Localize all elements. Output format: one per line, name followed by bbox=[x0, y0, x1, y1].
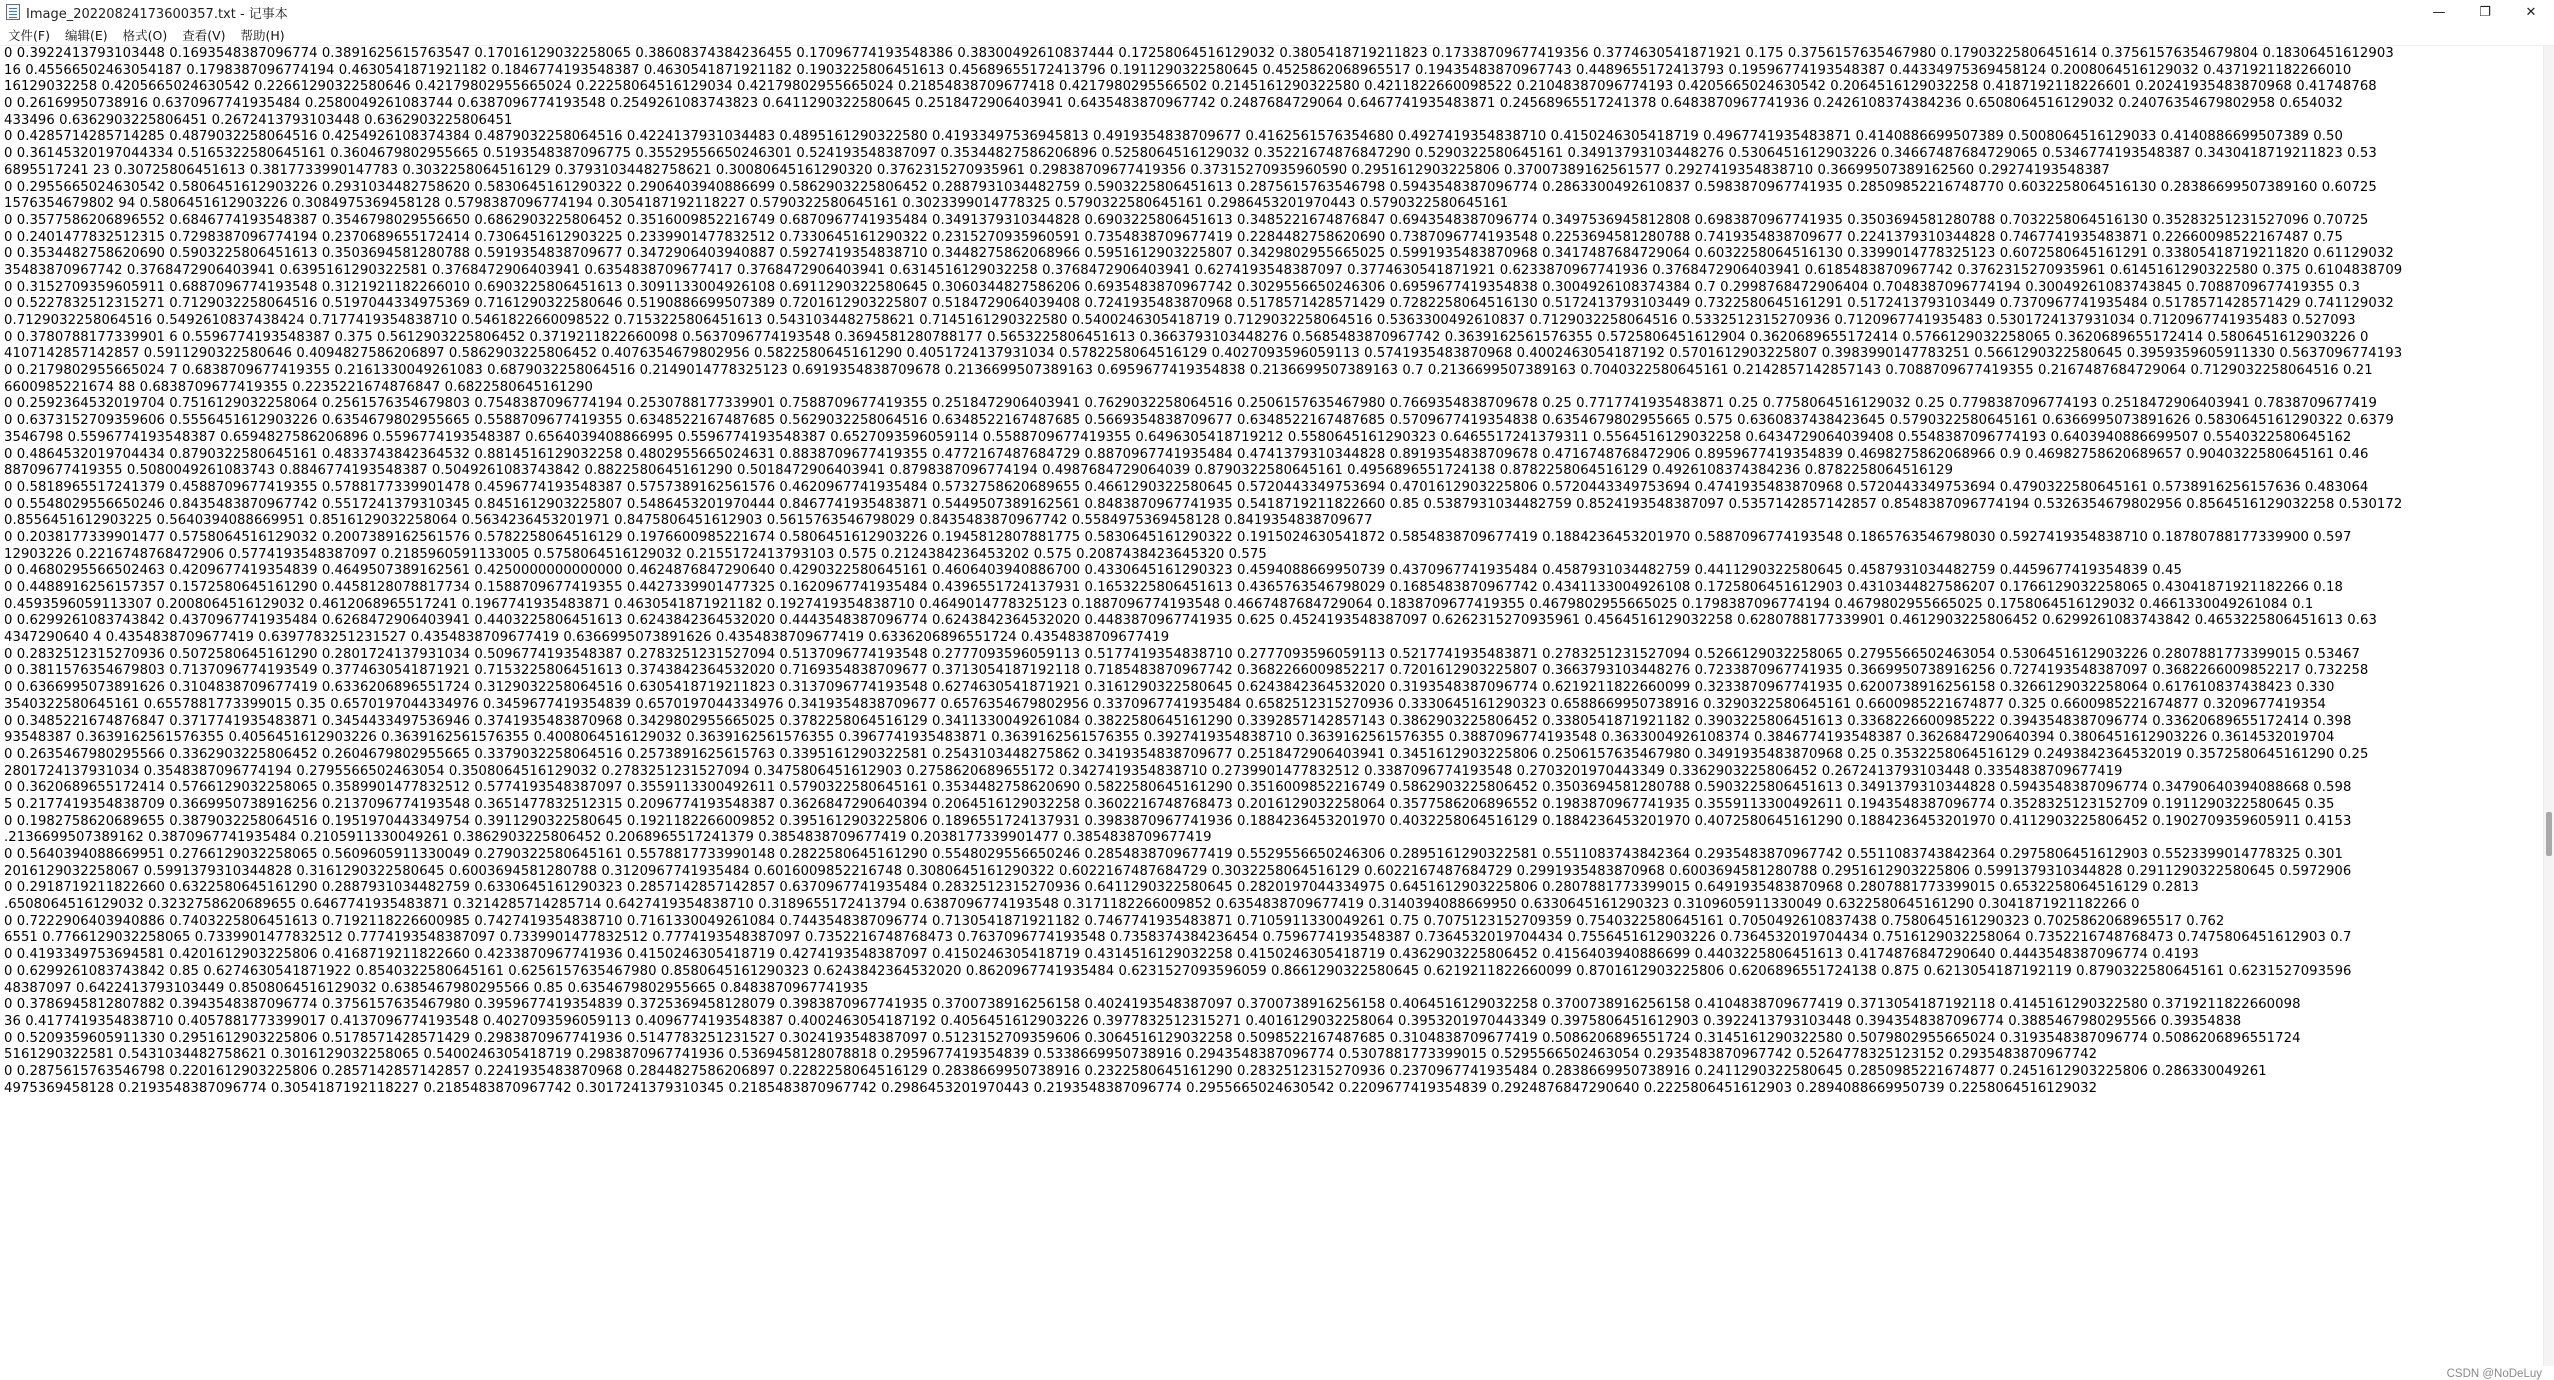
minimize-button[interactable]: — bbox=[2432, 4, 2446, 20]
text-line: 0.4593596059113307 0.2008064516129032 0.4612068965517241 0.1967741935483871 0.4630541871921182 0.1927419354838710 0.4649014778325123 0.1887096774193548 0.4667487684729064 0.1838709677419355 0.4679802955665025 0.1798387096774194 0.4679802955665025 0.1758064516129032 0.4661330049261084 0.1 bbox=[4, 596, 2314, 612]
menu-bar bbox=[0, 24, 2554, 46]
window-title: Image_20220824173600357.txt - 记事本 bbox=[26, 6, 288, 22]
text-line: 0 0.2401477832512315 0.7298387096774194 0.2370689655172414 0.7306451612903225 0.2339901477832512 0.7330645161290322 0.2315270935960591 0.7354838709677419 0.2284482758620690 0.7387096774193548 0.2253694581280788 0.7419354838709677 0.2241379310344828 0.7467741935483871 0.22660098522167487 0.75 bbox=[4, 229, 2343, 245]
text-line: 93548387 0.3639162561576355 0.4056451612903226 0.3639162561576355 0.4008064516129032 0.3639162561576355 0.3967741935483871 0.3639162561576355 0.3927419354838710 0.3639162561576355 0.3887096774193548 0.3633004926108374 0.3846774193548387 0.3626847290640394 0.3806451612903226 0.3614532019704 bbox=[4, 730, 2335, 746]
text-line: 5 0.2177419354838709 0.3669950738916256 0.2137096774193548 0.3651477832512315 0.2096774193548387 0.3626847290640394 0.2064516129032258 0.3602216748768473 0.2016129032258064 0.3577586206896552 0.1983870967741935 0.3559113300492611 0.1943548387096774 0.3528325123152709 0.1911290322580645 0.35 bbox=[4, 796, 2335, 812]
text-line: 35483870967742 0.3768472906403941 0.6395161290322581 0.3768472906403941 0.6354838709677417 0.3768472906403941 0.6314516129032258 0.3768472906403941 0.6274193548387097 0.3774630541871921 0.6233870967741936 0.3768472906403941 0.6185483870967742 0.3762315270935961 0.6145161290322580 0.375 0.6104838709 bbox=[4, 262, 2403, 278]
text-line: 0 0.3534482758620690 0.5903225806451613 0.3503694581280788 0.5919354838709677 0.3472906403940887 0.5927419354838710 0.3448275862068966 0.5951612903225807 0.3429802955665025 0.5991935483870968 0.3417487684729064 0.6032258064516130 0.3399014778325123 0.6072580645161291 0.33805418719211820 0.61129032 bbox=[4, 246, 2394, 262]
text-line: 6600985221674 88 0.6838709677419355 0.2235221674876847 0.6822580645161290 bbox=[4, 379, 593, 395]
text-line: .6508064516129032 0.3232758620689655 0.6467741935483871 0.3214285714285714 0.6427419354838710 0.3189655172413794 0.6387096774193548 0.3171182266009852 0.6354838709677419 0.3140394088669950 0.6330645161290323 0.3109605911330049 0.6322580645161290 0.3041871921182266 0 bbox=[4, 897, 2140, 913]
text-line: 4107142857142857 0.5911290322580646 0.4094827586206897 0.5862903225806452 0.4076354679802956 0.5822580645161290 0.4051724137931034 0.5782258064516129 0.4027093596059113 0.5741935483870968 0.4002463054187192 0.5701612903225807 0.3983990147783251 0.5661290322580645 0.3959359605911330 0.5637096774193 bbox=[4, 346, 2403, 362]
text-line: 0 0.5818965517241379 0.4588709677419355 0.5788177339901478 0.4596774193548387 0.5757389162561576 0.4620967741935484 0.5732758620689655 0.4661290322580645 0.5720443349753694 0.4701612903225806 0.5720443349753694 0.4741935483870968 0.5720443349753694 0.4790322580645161 0.5738916256157636 0.483064 bbox=[4, 479, 2369, 495]
title-bar bbox=[0, 0, 2554, 25]
text-line: 433496 0.6362903225806451 0.2672413793103448 0.6362903225806451 bbox=[4, 112, 513, 128]
text-line: 0 0.3780788177339901 6 0.5596774193548387 0.375 0.5612903225806452 0.3719211822660098 0.5637096774193548 0.3694581280788177 0.5653225806451613 0.3663793103448276 0.5685483870967742 0.3639162561576355 0.5725806451612904 0.3620689655172414 0.5766129032258065 0.3620689655172414 0.5806451612903226 0 bbox=[4, 329, 2369, 345]
text-line: 48387097 0.6422413793103449 0.8508064516129032 0.6385467980295566 0.85 0.6354679802955665 0.8483870967741935 bbox=[4, 980, 869, 996]
text-line: 88709677419355 0.5080049261083743 0.8846774193548387 0.5049261083743842 0.8822580645161290 0.5018472906403941 0.8798387096774194 0.4987684729064039 0.8790322580645161 0.4956896551724138 0.8782258064516129 0.4926108374384236 0.8782258064516129 bbox=[4, 463, 1954, 479]
text-line: 2801724137931034 0.3548387096774194 0.2795566502463054 0.3508064516129032 0.2783251231527094 0.3475806451612903 0.2758620689655172 0.3427419354838710 0.2739901477832512 0.3387096774193548 0.2703201970443349 0.3362903225806452 0.2672413793103448 0.3354838709677419 bbox=[4, 763, 2123, 779]
scrollbar-thumb[interactable] bbox=[2546, 812, 2552, 856]
menu-file[interactable]: 文件(F) bbox=[8, 27, 50, 43]
text-line: 0 0.36145320197044334 0.5165322580645161 0.3604679802955665 0.5193548387096775 0.35529556650246301 0.524193548387097 0.35344827586206896 0.5258064516129032 0.35221674876847290 0.5290322580645161 0.34913793103448276 0.5306451612903226 0.34667487684729065 0.5346774193548387 0.3430418719211823 0.53 bbox=[4, 146, 2377, 162]
text-line: 3546798 0.5596774193548387 0.6594827586206896 0.5596774193548387 0.6564039408866995 0.5596774193548387 0.6527093596059114 0.5588709677419355 0.6496305418719212 0.5580645161290323 0.6465517241379311 0.5564516129032258 0.6434729064039408 0.5548387096774193 0.6403940886699507 0.5540322580645162 bbox=[4, 429, 2352, 445]
text-line: 0 0.5227832512315271 0.7129032258064516 0.5197044334975369 0.7161290322580646 0.5190886699507389 0.7201612903225807 0.5184729064039408 0.7241935483870968 0.5178571428571429 0.7282258064516130 0.5172413793103449 0.7322580645161291 0.5172413793103449 0.7370967741935484 0.5178571428571429 0.741129032 bbox=[4, 296, 2394, 312]
text-line: 0 0.3786945812807882 0.3943548387096774 0.3756157635467980 0.3959677419354839 0.3725369458128079 0.3983870967741935 0.3700738916256158 0.4024193548387097 0.3700738916256158 0.4064516129032258 0.3700738916256158 0.4104838709677419 0.3713054187192118 0.4145161290322580 0.3719211822660098 bbox=[4, 997, 2301, 1013]
text-line: 0 0.2635467980295566 0.3362903225806452 0.2604679802955665 0.3379032258064516 0.2573891625615763 0.3395161290322581 0.2543103448275862 0.3419354838709677 0.2518472906403941 0.3451612903225806 0.2506157635467980 0.3491935483870968 0.25 0.3532258064516129 0.2493842364532019 0.3572580645161290 0.25 bbox=[4, 746, 2369, 762]
watermark-text: CSDN @NoDeLuy bbox=[2446, 1368, 2542, 1380]
menu-format[interactable]: 格式(O) bbox=[122, 27, 168, 43]
text-line: 4975369458128 0.2193548387096774 0.3054187192118227 0.2185483870967742 0.3017241379310345 0.2185483870967742 0.2986453201970443 0.2193548387096774 0.2955665024630542 0.2209677419354839 0.2924876847290640 0.2225806451612903 0.2894088669950739 0.2258064516129032 bbox=[4, 1080, 2098, 1096]
menu-view[interactable]: 查看(V) bbox=[182, 27, 226, 43]
text-line: 0 0.4864532019704434 0.8790322580645161 0.4833743842364532 0.8814516129032258 0.4802955665024631 0.8838709677419355 0.4772167487684729 0.8870967741935484 0.4741379310344828 0.8919354838709678 0.4716748768472906 0.8959677419354839 0.4698275862068966 0.9 0.46982758620689657 0.9040322580645161 0.46 bbox=[4, 446, 2369, 462]
text-line: 0 0.26169950738916 0.6370967741935484 0.2580049261083744 0.6387096774193548 0.2549261083743823 0.6411290322580645 0.2518472906403941 0.6435483870967742 0.2487684729064 0.6467741935483871 0.24568965517241378 0.6483870967741936 0.2426108374384236 0.6508064516129032 0.24076354679802958 0.654032 bbox=[4, 96, 2343, 112]
window-controls bbox=[2416, 0, 2554, 24]
text-line: 0 0.4488916256157357 0.1572580645161290 0.4458128078817734 0.1588709677419355 0.4427339901477325 0.1620967741935484 0.4396551724137931 0.1653225806451613 0.4365763546798029 0.1685483870967742 0.4341133004926108 0.1725806451612903 0.4310344827586207 0.1766129032258065 0.43041871921182266 0.18 bbox=[4, 580, 2343, 595]
text-line: 0 0.7222906403940886 0.7403225806451613 0.7192118226600985 0.7427419354838710 0.7161330049261084 0.7443548387096774 0.7130541871921182 0.7467741935483871 0.7105911330049261 0.75 0.7075123152709359 0.7540322580645161 0.7050492610837438 0.7580645161290323 0.7025862068965517 0.762 bbox=[4, 913, 2225, 929]
text-content[interactable] bbox=[0, 46, 2543, 1097]
text-line: 0 0.3620689655172414 0.5766129032258065 0.3589901477832512 0.5774193548387097 0.3559113300492611 0.5790322580645161 0.3534482758620690 0.5822580645161290 0.3516009852216749 0.5862903225806452 0.3503694581280788 0.5903225806451613 0.3491379310344828 0.5943548387096774 0.34790640394088668 0.598 bbox=[4, 780, 2352, 796]
text-line: 0 0.6366995073891626 0.3104838709677419 0.6336206896551724 0.3129032258064516 0.6305418719211823 0.3137096774193548 0.6274630541871921 0.3161290322580645 0.6243842364532020 0.3193548387096774 0.6219211822660099 0.3233870967741935 0.6200738916256158 0.3266129032258064 0.617610837438423 0.330 bbox=[4, 680, 2335, 696]
text-line: 0 0.2592364532019704 0.7516129032258064 0.2561576354679803 0.7548387096774194 0.2530788177339901 0.7588709677419355 0.2518472906403941 0.7629032258064516 0.2506157635467980 0.7669354838709678 0.25 0.7717741935483871 0.25 0.7758064516129032 0.25 0.7798387096774193 0.2518472906403941 0.7838709677419 bbox=[4, 396, 2378, 412]
text-line: 0 0.5548029556650246 0.8435483870967742 0.5517241379310345 0.8451612903225807 0.5486453201970444 0.8467741935483871 0.5449507389162561 0.8483870967741935 0.5418719211822660 0.85 0.5387931034482759 0.8524193548387097 0.5357142857142857 0.8548387096774194 0.5326354679802956 0.8564516129032258 0.530172 bbox=[4, 496, 2403, 512]
text-line: 16 0.45566502463054187 0.1798387096774194 0.4630541871921182 0.1846774193548387 0.4630541871921182 0.1903225806451613 0.45689655172413796 0.1911290322580645 0.4525862068965517 0.19435483870967743 0.4489655172413793 0.19596774193548387 0.44334975369458124 0.2008064516129032 0.4371921182266010 bbox=[4, 62, 2352, 78]
vertical-scrollbar[interactable] bbox=[2543, 46, 2554, 1366]
notepad-app-icon bbox=[6, 4, 20, 20]
text-line: 0 0.1982758620689655 0.3879032258064516 0.1951970443349754 0.3911290322580645 0.1921182266009852 0.3951612903225806 0.1896551724137931 0.3983870967741936 0.1884236453201970 0.4032258064516129 0.1884236453201970 0.4072580645161290 0.1884236453201970 0.4112903225806452 0.1902709359605911 0.4153 bbox=[4, 813, 2352, 829]
menu-edit[interactable]: 编辑(E) bbox=[64, 27, 108, 43]
text-line: 36 0.4177419354838710 0.4057881773399017 0.4137096774193548 0.4027093596059113 0.4096774193548387 0.4002463054187192 0.4056451612903226 0.3977832512315271 0.4016129032258064 0.3953201970443349 0.3975806451612903 0.3922413793103448 0.3943548387096774 0.3885467980295566 0.39354838 bbox=[4, 1013, 2242, 1029]
text-line: 12903226 0.2216748768472906 0.5774193548387097 0.2185960591133005 0.5758064516129032 0.2155172413793103 0.575 0.2124384236453202 0.575 0.2087438423645320 0.575 bbox=[4, 546, 1267, 562]
text-line: 0 0.2918719211822660 0.6322580645161290 0.2887931034482759 0.6330645161290323 0.2857142857142857 0.6370967741935484 0.2832512315270936 0.6411290322580645 0.2820197044334975 0.6451612903225806 0.2807881773399015 0.6491935483870968 0.2807881773399015 0.6532258064516129 0.2813 bbox=[4, 880, 2199, 896]
text-line: 0 0.2955665024630542 0.5806451612903226 0.2931034482758620 0.5830645161290322 0.2906403940886699 0.5862903225806452 0.2887931034482759 0.5903225806451613 0.2875615763546798 0.5943548387096774 0.2863300492610837 0.5983870967741935 0.28509852216748770 0.6032258064516130 0.28386699507389160 0.60725 bbox=[4, 179, 2377, 195]
text-line: 1576354679802 94 0.5806451612903226 0.3084975369458128 0.5798387096774194 0.3054187192118227 0.5790322580645161 0.3023399014778325 0.5790322580645161 0.2986453201970443 0.5790322580645161 bbox=[4, 196, 1509, 212]
text-line: 0 0.3152709359605911 0.6887096774193548 0.3121921182266010 0.6903225806451613 0.3091133004926108 0.6911290322580645 0.3060344827586206 0.6935483870967742 0.3029556650246306 0.6959677419354838 0.3004926108374384 0.7 0.2998768472906404 0.7048387096774194 0.30049261083743845 0.7088709677419355 0.3 bbox=[4, 279, 2360, 295]
text-line: 0 0.5640394088669951 0.2766129032258065 0.5609605911330049 0.2790322580645161 0.5578817733990148 0.2822580645161290 0.5548029556650246 0.2854838709677419 0.5529556650246306 0.2895161290322581 0.5511083743842364 0.2935483870967742 0.5511083743842364 0.2975806451612903 0.5523399014778325 0.301 bbox=[4, 847, 2343, 862]
text-line: 0 0.4193349753694581 0.4201612903225806 0.4168719211822660 0.4233870967741936 0.4150246305418719 0.4274193548387097 0.4150246305418719 0.4314516129032258 0.4150246305418719 0.4362903225806452 0.4156403940886699 0.4403225806451613 0.4174876847290640 0.4443548387096774 0.4193 bbox=[4, 947, 2199, 963]
text-line: 0 0.3922413793103448 0.1693548387096774 0.3891625615763547 0.17016129032258065 0.38608374384236455 0.17096774193548386 0.38300492610837444 0.17258064516129032 0.3805418719211823 0.17338709677419356 0.3774630541871921 0.175 0.3756157635467980 0.17903225806451614 0.37561576354679804 0.18306451612903 bbox=[4, 46, 2394, 61]
close-button[interactable]: ✕ bbox=[2525, 4, 2537, 20]
text-line: 16129032258 0.4205665024630542 0.22661290322580646 0.42179802955665024 0.22258064516129034 0.42179802955665024 0.21854838709677418 0.4217980295566502 0.2145161290322580 0.4211822660098522 0.21048387096774193 0.4205665024630542 0.2064516129032258 0.4187192118226601 0.20241935483870968 0.41748768 bbox=[4, 79, 2377, 95]
text-line: .2136699507389162 0.3870967741935484 0.2105911330049261 0.3862903225806452 0.2068965517241379 0.3854838709677419 0.2038177339901477 0.3854838709677419 bbox=[4, 830, 1212, 846]
text-line: 0 0.6299261083743842 0.85 0.6274630541871922 0.8540322580645161 0.6256157635467980 0.8580645161290323 0.6243842364532020 0.8620967741935484 0.6231527093596059 0.8661290322580645 0.6219211822660099 0.8701612903225806 0.6206896551724138 0.875 0.6213054187192119 0.8790322580645161 0.6231527093596 bbox=[4, 963, 2352, 979]
text-line: 4347290640 4 0.4354838709677419 0.6397783251231527 0.4354838709677419 0.6366995073891626 0.4354838709677419 0.6336206896551724 0.4354838709677419 bbox=[4, 630, 1170, 646]
text-line: 0 0.3577586206896552 0.6846774193548387 0.3546798029556650 0.6862903225806452 0.3516009852216749 0.6870967741935484 0.3491379310344828 0.6903225806451613 0.3485221674876847 0.6943548387096774 0.3497536945812808 0.6983870967741935 0.3503694581280788 0.7032258064516130 0.35283251231527096 0.70725 bbox=[4, 212, 2369, 228]
maximize-button[interactable]: ❐ bbox=[2479, 4, 2491, 20]
text-line: 0 0.4285714285714285 0.4879032258064516 0.4254926108374384 0.4879032258064516 0.4224137931034483 0.4895161290322580 0.41933497536945813 0.4919354838709677 0.4162561576354680 0.4927419354838710 0.4150246305418719 0.4967741935483871 0.4140886699507389 0.5008064516129033 0.4140886699507389 0.50 bbox=[4, 129, 2343, 145]
status-bar bbox=[0, 1366, 2554, 1380]
text-editor-area[interactable] bbox=[0, 46, 2543, 1366]
text-line: 0.8556451612903225 0.5640394088669951 0.8516129032258064 0.5634236453201971 0.8475806451612903 0.5615763546798029 0.8435483870967742 0.5584975369458128 0.8419354838709677 bbox=[4, 513, 1373, 529]
text-line: 5161290322581 0.5431034482758621 0.3016129032258065 0.5400246305418719 0.2983870967741936 0.5369458128078818 0.2959677419354839 0.5338669950738916 0.2943548387096774 0.5307881773399015 0.5295566502463054 0.2935483870967742 0.5264778325123152 0.2935483870967742 bbox=[4, 1047, 2098, 1063]
text-line: 0 0.2038177339901477 0.5758064516129032 0.2007389162561576 0.5782258064516129 0.1976600985221674 0.5806451612903226 0.1945812807881775 0.5830645161290322 0.1915024630541872 0.5854838709677419 0.1884236453201970 0.5887096774193548 0.1865763546798030 0.5927419354838710 0.18780788177339900 0.597 bbox=[4, 529, 2352, 545]
menu-help[interactable]: 帮助(H) bbox=[240, 27, 285, 43]
text-line: 3540322580645161 0.6557881773399015 0.35 0.6570197044334976 0.3459677419354839 0.6570197044334976 0.3419354838709677 0.6576354679802956 0.3370967741935484 0.6582512315270936 0.3330645161290323 0.6588669950738916 0.3290322580645161 0.6600985221674877 0.325 0.6600985221674877 0.3209677419354 bbox=[4, 696, 2327, 712]
text-line: 0 0.5209359605911330 0.2951612903225806 0.5178571428571429 0.2983870967741936 0.5147783251231527 0.3024193548387097 0.5123152709359606 0.3064516129032258 0.5098522167487685 0.3104838709677419 0.5086206896551724 0.3145161290322580 0.5079802955665024 0.3193548387096774 0.5086206896551724 bbox=[4, 1030, 2301, 1046]
text-line: 6895517241 23 0.30725806451613 0.3817733990147783 0.3032258064516129 0.37931034482758621 0.30080645161290320 0.3762315270935961 0.29838709677419356 0.37315270935960590 0.2951612903225806 0.37007389162561577 0.2927419354838710 0.36699507389162560 0.29274193548387 bbox=[4, 162, 2110, 178]
text-line: 6551 0.7766129032258065 0.7339901477832512 0.7774193548387097 0.7339901477832512 0.7774193548387097 0.7352216748768473 0.7637096774193548 0.7358374384236454 0.7596774193548387 0.7364532019704434 0.7556451612903226 0.7364532019704434 0.7516129032258064 0.7352216748768473 0.7475806451612903 0.7 bbox=[4, 930, 2352, 946]
text-line: 0 0.2832512315270936 0.5072580645161290 0.2801724137931034 0.5096774193548387 0.2783251231527094 0.5137096774193548 0.2777093596059113 0.5177419354838710 0.2777093596059113 0.5217741935483871 0.2783251231527094 0.5266129032258065 0.2795566502463054 0.5306451612903226 0.2807881773399015 0.53467 bbox=[4, 646, 2360, 662]
text-line: 0 0.6299261083743842 0.4370967741935484 0.6268472906403941 0.4403225806451613 0.6243842364532020 0.4443548387096774 0.6243842364532020 0.4483870967741935 0.625 0.4524193548387097 0.6262315270935961 0.4564516129032258 0.6280788177339901 0.4612903225806452 0.6299261083743842 0.4653225806451613 0.63 bbox=[4, 613, 2377, 629]
text-line: 0 0.2875615763546798 0.2201612903225806 0.2857142857142857 0.2241935483870968 0.2844827586206897 0.2282258064516129 0.2838669950738916 0.2322580645161290 0.2832512315270936 0.2370967741935484 0.2838669950738916 0.2411290322580645 0.2850985221674877 0.2451612903225806 0.286330049261 bbox=[4, 1063, 2267, 1079]
text-line: 0 0.4680295566502463 0.4209677419354839 0.4649507389162561 0.4250000000000000 0.4624876847290640 0.4290322580645161 0.4606403940886700 0.4330645161290323 0.4594088669950739 0.4370967741935484 0.4587931034482759 0.4411290322580645 0.4587931034482759 0.4459677419354839 0.45 bbox=[4, 563, 2182, 579]
text-line: 0 0.3811576354679803 0.7137096774193549 0.3774630541871921 0.7153225806451613 0.3743842364532020 0.7169354838709677 0.3713054187192118 0.7185483870967742 0.3682266009852217 0.7201612903225807 0.3663793103448276 0.7233870967741935 0.3669950738916256 0.7274193548387097 0.3682266009852217 0.732258 bbox=[4, 663, 2369, 679]
text-line: 0 0.3485221674876847 0.3717741935483871 0.3454433497536946 0.3741935483870968 0.3429802955665025 0.3782258064516129 0.3411330049261084 0.3822580645161290 0.3392857142857143 0.3862903225806452 0.3380541871921182 0.3903225806451613 0.3368226600985222 0.3943548387096774 0.33620689655172414 0.398 bbox=[4, 713, 2352, 729]
text-line: 0.7129032258064516 0.5492610837438424 0.7177419354838710 0.5461822660098522 0.7153225806451613 0.5431034482758621 0.7145161290322580 0.5400246305418719 0.7129032258064516 0.5363300492610837 0.7129032258064516 0.5332512315270936 0.7120967741935483 0.5301724137931034 0.7120967741935483 0.527093 bbox=[4, 313, 2356, 328]
text-line: 0 0.6373152709359606 0.5556451612903226 0.6354679802955665 0.5588709677419355 0.6348522167487685 0.5629032258064516 0.6348522167487685 0.5669354838709677 0.6348522167487685 0.5709677419354838 0.6354679802955665 0.575 0.6360837438423645 0.5790322580645161 0.6366995073891626 0.5830645161290322 0.6379 bbox=[4, 413, 2394, 429]
text-line: 2016129032258067 0.5991379310344828 0.3161290322580645 0.6003694581280788 0.3120967741935484 0.6016009852216748 0.3080645161290322 0.6022167487684729 0.3032258064516129 0.6022167487684729 0.2991935483870968 0.6003694581280788 0.2951612903225806 0.5991379310344828 0.2911290322580645 0.5972906 bbox=[4, 863, 2352, 879]
text-line: 0 0.2179802955665024 7 0.6838709677419355 0.2161330049261083 0.6879032258064516 0.2149014778325123 0.6919354838709678 0.2136699507389163 0.6959677419354838 0.2136699507389163 0.7 0.2136699507389163 0.7040322580645161 0.2142857142857143 0.7088709677419355 0.2167487684729064 0.7129032258064516 0.21 bbox=[4, 363, 2373, 379]
